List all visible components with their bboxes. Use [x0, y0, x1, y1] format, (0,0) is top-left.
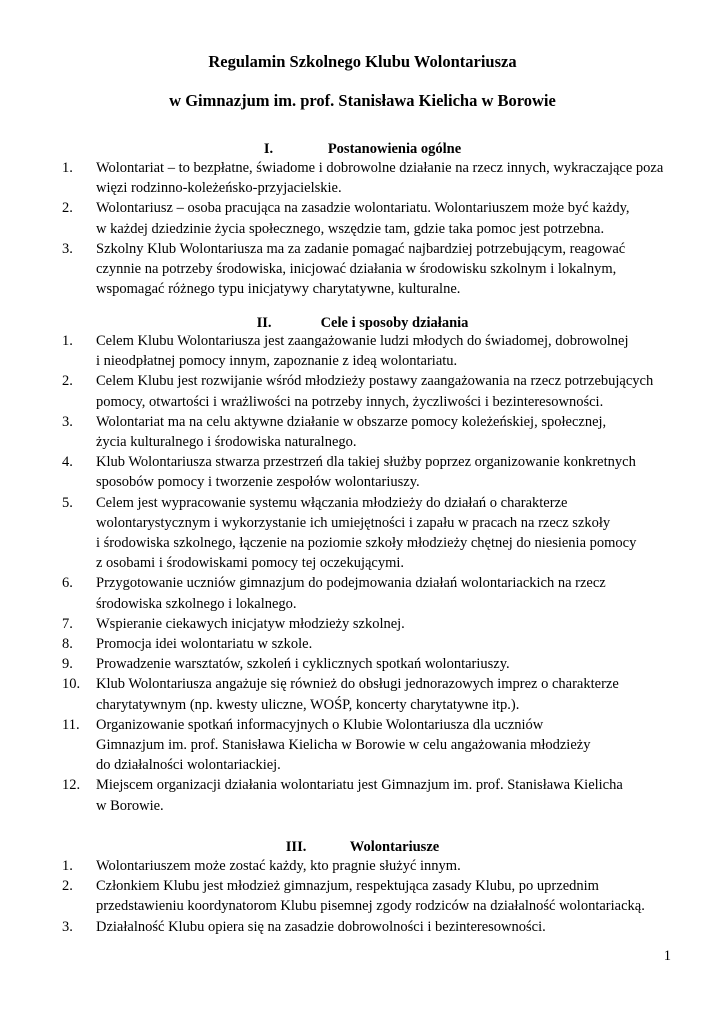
list-item-line: Wolontariat – to bezpłatne, świadome i dobrowolne działanie na rzecz innych, wykraczające poza: [96, 160, 664, 176]
list-item: [0, 331, 696, 371]
list-item-line: wspomagać różnego typu inicjatywy charytatywne, kulturalne.: [96, 281, 461, 298]
list-item-line: Działalność Klubu opiera się na zasadzie dobrowolności i bezinteresowności.: [96, 918, 546, 935]
list-item-number: 5.: [62, 494, 73, 511]
list-item-number: 10.: [62, 676, 81, 693]
list-item-number: 8.: [62, 636, 73, 653]
section-heading-3: [0, 839, 725, 856]
list-item-line: w każdej dziedzinie życia społecznego, wszędzie tam, gdzie taka pomoc jest potrzebna.: [96, 220, 605, 237]
list-item-number: 3.: [62, 918, 73, 935]
list-item: [0, 198, 696, 238]
list-item-line: Wolontariat ma na celu aktywne działanie w obszarze pomocy koleżeńskiej, społecznej,: [96, 413, 607, 430]
list-item: [0, 856, 696, 876]
list-item-line: wolontarystycznym i wykorzystanie ich umiejętności i zapału w pracach na rzecz szkoły: [96, 514, 611, 531]
list-item-number: 2.: [62, 878, 73, 895]
list-item: [0, 412, 696, 452]
list-item-line: Promocja idei wolontariatu w szkole.: [96, 636, 313, 653]
list-item-line: Celem Klubu Wolontariusza jest zaangażowanie ludzi młodych do świadomej, dobrowolnej: [96, 333, 629, 349]
list-item: [0, 239, 696, 300]
list-item-number: 9.: [62, 656, 73, 673]
list-item-line: przedstawieniu koordynatorom Klubu pisemnej zgody rodziców na działalność wolontariacką.: [96, 898, 645, 915]
list-item-number: 2.: [62, 200, 73, 217]
list-item: [0, 654, 696, 674]
section-number: I.: [263, 141, 274, 157]
list-item-number: 6.: [62, 575, 73, 592]
list-item-number: 11.: [62, 716, 80, 733]
section-title: Cele i sposoby działania: [320, 315, 469, 331]
list-item: [0, 634, 696, 654]
list-item-line: z osobami i środowiskami pomocy tej oczekującymi.: [96, 555, 405, 572]
list-item: [0, 614, 696, 634]
section-list-2: [0, 331, 696, 816]
list-item-line: Gimnazjum im. prof. Stanisława Kielicha w Borowie w celu angażowania młodzieży: [96, 737, 591, 754]
list-item: [0, 573, 696, 613]
list-item-number: 1.: [62, 333, 73, 349]
list-item: [0, 715, 696, 776]
list-item-number: 1.: [62, 160, 73, 176]
list-item-line: Przygotowanie uczniów gimnazjum do podejmowania działań wolontariackich na rzecz: [96, 575, 606, 592]
list-item: [0, 158, 696, 198]
list-item: [0, 775, 696, 815]
list-item-line: charytatywnym (np. kwesty uliczne, WOŚP, koncerty charytatywne itp.).: [96, 696, 520, 713]
list-item-line: życia kulturalnego i środowiska naturalnego.: [96, 434, 357, 451]
list-item-number: 1.: [62, 858, 73, 874]
list-item: [0, 371, 696, 411]
list-item-number: 4.: [62, 454, 73, 471]
document-title-line2: w Gimnazjum im. prof. Stanisława Kielicha w Borowie: [169, 91, 556, 110]
section-heading-2: [0, 315, 725, 332]
list-item-line: sposobów pomocy i tworzenie zespołów wolontariuszy.: [96, 474, 420, 491]
list-item: [0, 452, 696, 492]
list-item-line: Prowadzenie warsztatów, szkoleń i cyklicznych spotkań wolontariuszy.: [96, 656, 510, 673]
list-item-line: Członkiem Klubu jest młodzież gimnazjum, respektująca zasady Klubu, po uprzednim: [96, 878, 599, 895]
page-number: 1: [663, 948, 671, 964]
list-item: [0, 876, 696, 916]
section-list-1: [0, 158, 696, 299]
list-item-line: Klub Wolontariusza stwarza przestrzeń dla takiej służby poprzez organizowanie konkretnych: [96, 454, 636, 471]
list-item-line: Szkolny Klub Wolontariusza ma za zadanie pomagać najbardziej potrzebującym, reagować: [96, 240, 626, 257]
list-item-line: więzi rodzinno-koleżeńsko-przyjacielskie.: [96, 180, 342, 197]
list-item-number: 3.: [62, 240, 73, 257]
document-title-line1: Regulamin Szkolnego Klubu Wolontariusza: [208, 52, 517, 71]
section-title: Wolontariusze: [349, 839, 440, 855]
section-title: Postanowienia ogólne: [327, 141, 462, 157]
list-item-line: Wolontariuszem może zostać każdy, kto pragnie służyć innym.: [96, 858, 461, 874]
list-item-line: w Borowie.: [96, 797, 164, 814]
list-item: [0, 917, 696, 937]
list-item-line: Organizowanie spotkań informacyjnych o Klubie Wolontariusza dla uczniów: [96, 716, 544, 733]
section-list-3: [0, 856, 696, 937]
section-number: II.: [256, 315, 272, 331]
list-item-line: Celem jest wypracowanie systemu włączania młodzieży do działań o charakterze: [96, 494, 568, 511]
list-item-line: środowiska szkolnego i lokalnego.: [96, 595, 297, 612]
section-heading-1: [0, 141, 725, 158]
list-item-line: i środowiska szkolnego, łączenie na poziomie szkoły młodzieży chętnej do niesienia pomocy: [96, 535, 637, 552]
list-item-number: 7.: [62, 615, 73, 632]
list-item: [0, 493, 696, 574]
list-item-number: 3.: [62, 413, 73, 430]
list-item-number: 2.: [62, 373, 73, 390]
list-item-line: czynnie na potrzeby środowiska, inicjować działania w środowisku szkolnym i lokalnym,: [96, 261, 617, 278]
list-item-line: i nieodpłatnej pomocy innym, zapoznanie z ideą wolontariatu.: [96, 353, 458, 370]
list-item-line: do działalności wolontariackiej.: [96, 757, 281, 774]
list-item-number: 12.: [62, 777, 81, 794]
list-item-line: Klub Wolontariusza angażuje się również do obsługi jednorazowych imprez o charakterze: [96, 676, 619, 693]
list-item-line: Wspieranie ciekawych inicjatyw młodzieży szkolnej.: [96, 615, 405, 632]
list-item-line: pomocy, otwartości i wrażliwości na potrzeby innych, życzliwości i bezinteresowności.: [96, 393, 604, 410]
list-item-line: Wolontariusz – osoba pracująca na zasadzie wolontariatu. Wolontariuszem może być każdy,: [96, 200, 630, 217]
list-item: [0, 674, 696, 714]
list-item-line: Miejscem organizacji działania wolontariatu jest Gimnazjum im. prof. Stanisława Kielicha: [96, 777, 623, 794]
section-number: III.: [285, 839, 307, 855]
list-item-line: Celem Klubu jest rozwijanie wśród młodzieży postawy zaangażowania na rzecz potrzebujących: [96, 373, 654, 390]
